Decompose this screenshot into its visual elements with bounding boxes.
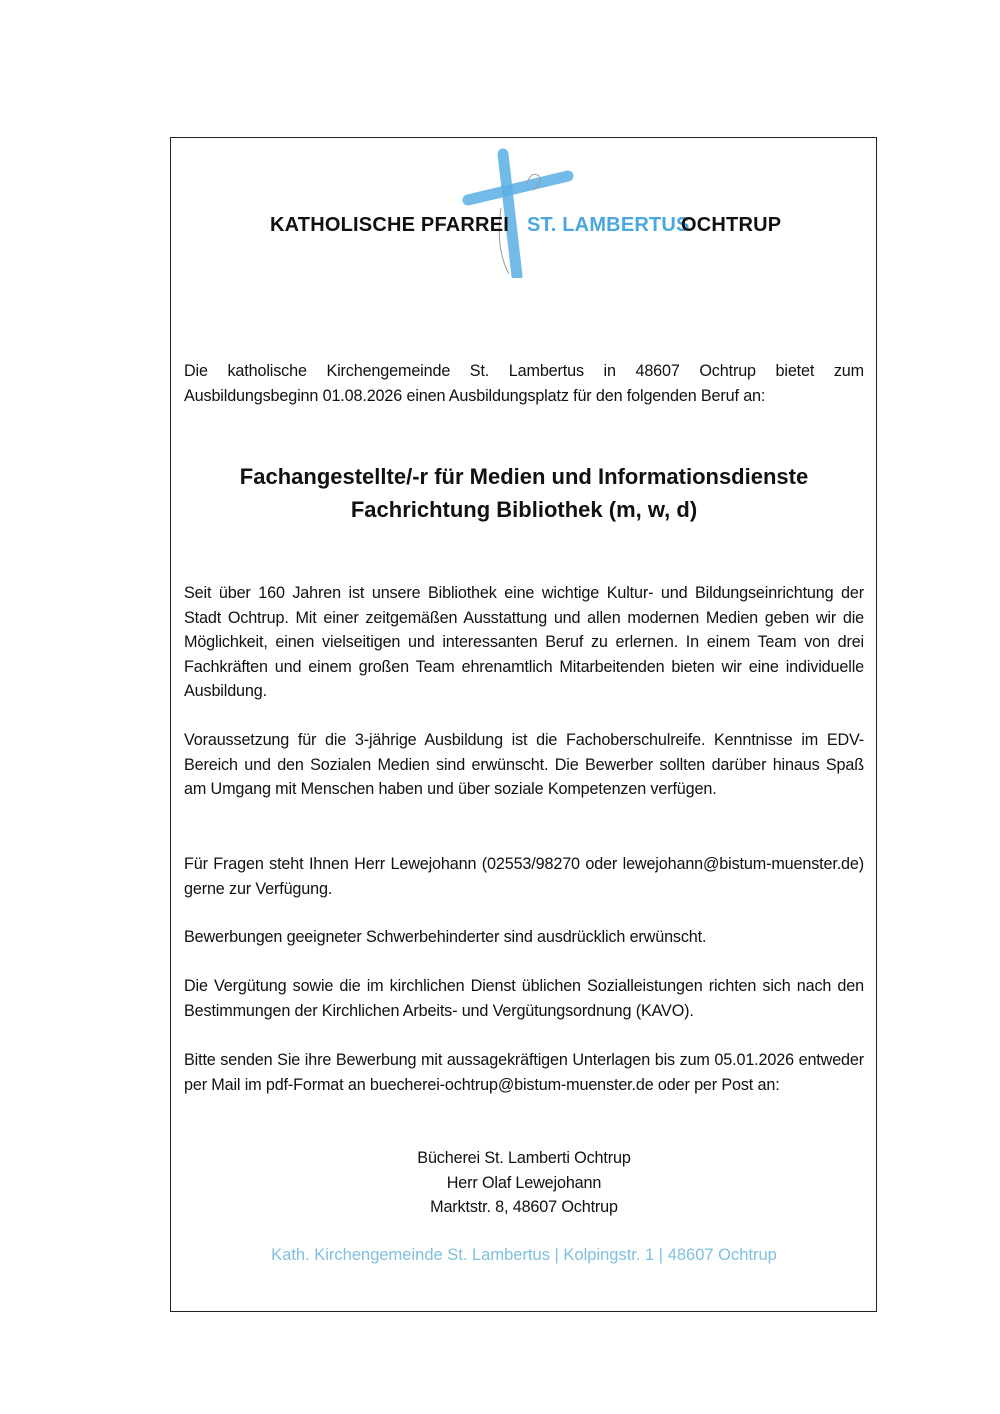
- postal-address: [184, 1146, 864, 1220]
- intro-paragraph: Die katholische Kirchengemeinde St. Lambertus in 48607 Ochtrup bietet zum Ausbildungsbeginn 01.08.2026 einen Ausbildungsplatz für den folgenden Beruf an:: [184, 362, 864, 405]
- address-line: Herr Olaf Lewejohann: [446, 1173, 602, 1192]
- paragraph-contact: Für Fragen steht Ihnen Herr Lewejohann (02553/98270 oder lewejohann@bistum-muenster.de) gerne zur Verfügung.: [184, 855, 864, 898]
- parish-logo: [265, 148, 785, 278]
- footer-address: Kath. Kirchengemeinde St. Lambertus | Kolpingstr. 1 | 48607 Ochtrup: [271, 1246, 777, 1264]
- job-title-line2: Fachrichtung Bibliothek (m, w, d): [350, 497, 698, 522]
- job-title-line1: Fachangestellte/-r für Medien und Informationsdienste: [239, 464, 809, 489]
- paragraph-library: Seit über 160 Jahren ist unsere Bibliothek eine wichtige Kultur- und Bildungseinrichtung der Stadt Ochtrup. Mit einer zeitgemäßen Ausstattung und allen modernen Medien geben wir die Möglichkeit, einen vielseitigen und interessanten Beruf zu erlernen. In einem Team von drei Fachkräften und einem großen Team ehrenamtlich Mitarbeitenden bieten wir eine individuelle Ausbildung.: [184, 584, 864, 700]
- paragraph-disability: Bewerbungen geeigneter Schwerbehinderter sind ausdrücklich erwünscht.: [184, 928, 707, 946]
- cross-icon: [265, 148, 785, 278]
- paragraph-application: Bitte senden Sie ihre Bewerbung mit aussagekräftigen Unterlagen bis zum 05.01.2026 entweder per Mail im pdf-Format an buecherei-ochtrup@bistum-muenster.de oder per Post an:: [184, 1051, 864, 1094]
- logo-text-right: OCHTRUP: [681, 214, 782, 236]
- logo-text-left: KATHOLISCHE PFARREI: [270, 214, 509, 236]
- document-frame: [170, 137, 877, 1312]
- logo-text-middle: ST. LAMBERTUS: [527, 214, 690, 236]
- address-line: Marktstr. 8, 48607 Ochtrup: [430, 1198, 618, 1216]
- job-title: [184, 460, 864, 526]
- address-line: Bücherei St. Lamberti Ochtrup: [417, 1149, 631, 1167]
- paragraph-requirements: Voraussetzung für die 3-jährige Ausbildung ist die Fachoberschulreife. Kenntnisse im EDV-Bereich und den Sozialen Medien sind erwünscht. Die Bewerber sollten darüber hinaus Spaß am Umgang mit Menschen haben und über soziale Kompetenzen verfügen.: [184, 731, 864, 798]
- paragraph-salary: Die Vergütung sowie die im kirchlichen Dienst üblichen Sozialleistungen richten sich nach den Bestimmungen der Kirchlichen Arbeits- und Vergütungsordnung (KAVO).: [184, 977, 864, 1020]
